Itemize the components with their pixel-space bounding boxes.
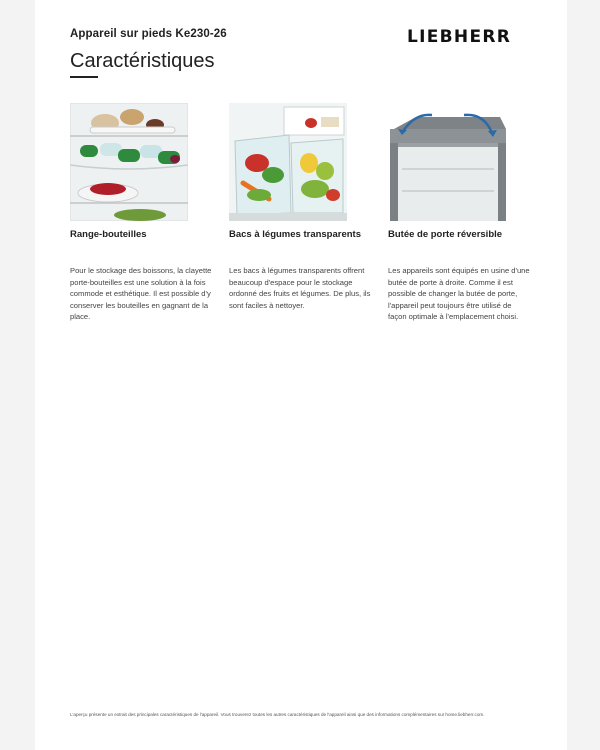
feature-title: Bacs à légumes transparents [229, 229, 362, 240]
liebherr-logo: LIEBHERR [407, 27, 512, 47]
feature-card-bottle-rack [70, 103, 215, 323]
bottle-rack-image [70, 103, 188, 221]
product-subtitle: Appareil sur pieds Ke230-26 [70, 28, 227, 40]
feature-card-reversible-door [388, 103, 533, 323]
vegetable-bins-image [229, 103, 347, 221]
feature-title: Butée de porte réversible [388, 229, 503, 240]
feature-description: Les bacs à légumes transparents offrent beaucoup d'espace pour le stockage ordonné des fruits et légumes. De plus, ils sont faciles à nettoyer. [229, 266, 371, 310]
document-page [35, 0, 567, 750]
feature-description: Les appareils sont équipés en usine d'une butée de porte à droite. Comme il est possible de changer la butée de porte, l'appareil peut toujours être utilisé de façon optimale à l'emplacement choisi. [388, 266, 530, 321]
page-title: Caractéristiques [70, 50, 215, 72]
feature-title: Range-bouteilles [70, 229, 147, 240]
feature-card-vegetable-bins [229, 103, 374, 311]
reversible-door-image [388, 103, 506, 221]
footer-disclaimer: L'aperçu présente un extrait des principales caractéristiques de l'appareil. Vous trouverez toutes les autres caractéristiques de l'appareil ainsi que des informations complémentaires sur home.liebherr.com. [70, 712, 485, 717]
title-underline [70, 76, 98, 78]
feature-description: Pour le stockage des boissons, la clayette porte-bouteilles est une solution à la fois commode et esthétique. Il est possible d'y conserver les bouteilles en gagnant de la place. [70, 266, 212, 321]
